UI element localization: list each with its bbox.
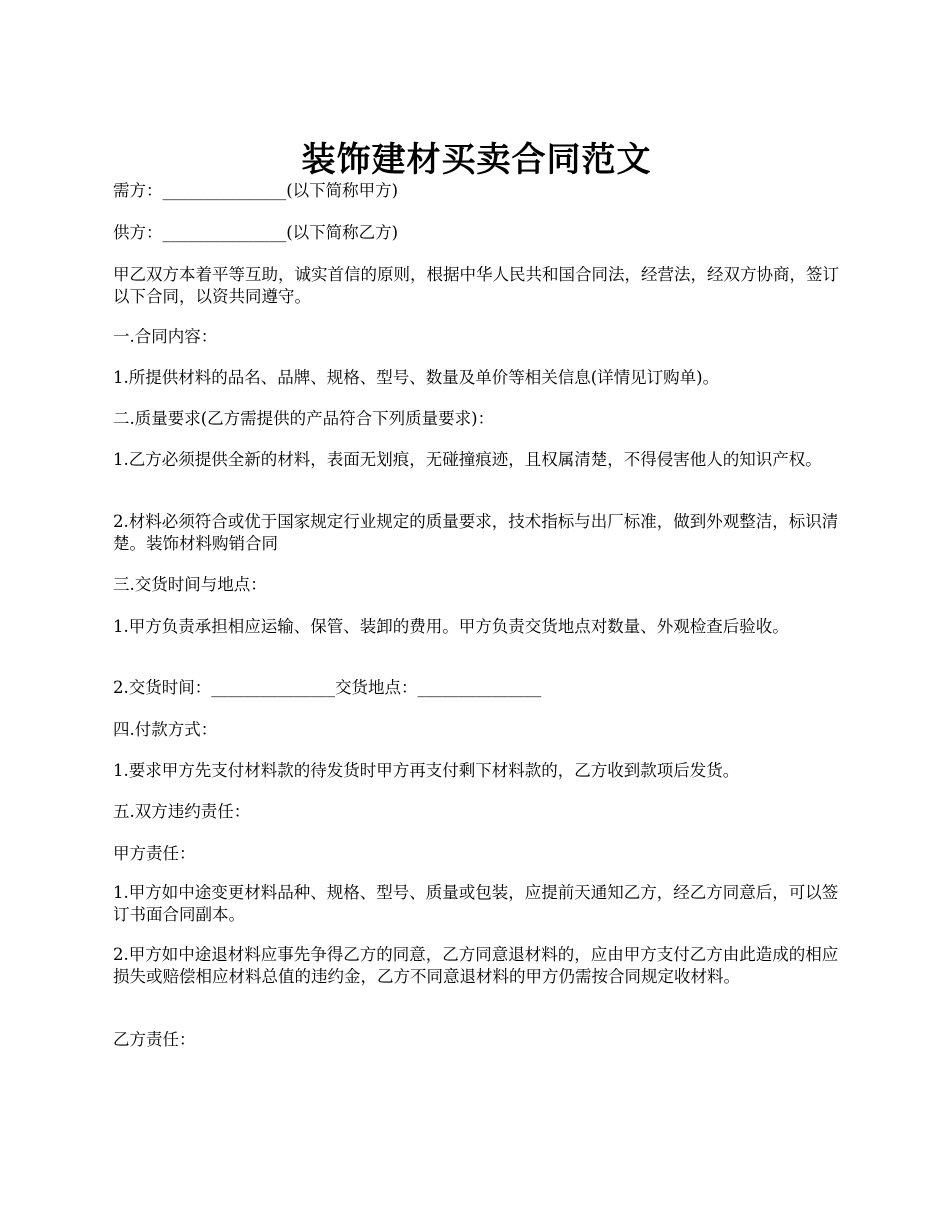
clause-paragraph: 1.甲方如中途变更材料品种、规格、型号、质量或包装，应提前天通知乙方，经乙方同意后，可以签订书面合同副本。 (113, 883, 839, 924)
section-heading-delivery: 三.交货时间与地点： (113, 575, 267, 594)
clause-paragraph: 1.甲方负责承担相应运输、保管、装卸的费用。甲方负责交货地点对数量、外观检查后验收。 (113, 617, 789, 636)
seller-line: 供方：_______________(以下简称乙方) (113, 223, 399, 242)
preamble-paragraph: 甲乙双方本着平等互助，诚实首信的原则，根据中华人民共和国合同法，经营法，经双方协商，签订以下合同，以资共同遵守。 (113, 265, 839, 306)
section-heading-payment: 四.付款方式： (113, 720, 218, 739)
buyer-line: 需方：_______________(以下简称甲方) (113, 181, 399, 200)
clause-paragraph: 1.乙方必须提供全新的材料，表面无划痕，无碰撞痕迹，且权属清楚，不得侵害他人的知识产权。 (113, 450, 822, 469)
clause-paragraph: 2.甲方如中途退材料应事先争得乙方的同意，乙方同意退材料的，应由甲方支付乙方由此造成的相应损失或赔偿相应材料总值的违约金，乙方不同意退材料的甲方仍需按合同规定收材料。 (113, 945, 839, 986)
section-heading-contract-content: 一.合同内容： (113, 327, 218, 346)
clause-paragraph: 2.材料必须符合或优于国家规定行业规定的质量要求，技术指标与出厂标准，做到外观整洁，标识清楚。装饰材料购销合同 (113, 512, 839, 553)
clause-paragraph: 1.所提供材料的品名、品牌、规格、型号、数量及单价等相关信息(详情见订购单)。 (113, 368, 720, 387)
document-title: 装饰建材买卖合同范文 (301, 139, 652, 180)
party-a-liability-heading: 甲方责任： (113, 844, 196, 863)
clause-paragraph: 1.要求甲方先支付材料款的待发货时甲方再支付剩下材料款的，乙方收到款项后发货。 (113, 761, 740, 780)
delivery-time-place-line: 2.交货时间：_______________交货地点：_______________ (113, 678, 542, 697)
section-heading-quality: 二.质量要求(乙方需提供的产品符合下列质量要求)： (113, 409, 495, 428)
section-heading-liability: 五.双方违约责任： (113, 802, 251, 821)
party-b-liability-heading: 乙方责任： (113, 1030, 196, 1049)
